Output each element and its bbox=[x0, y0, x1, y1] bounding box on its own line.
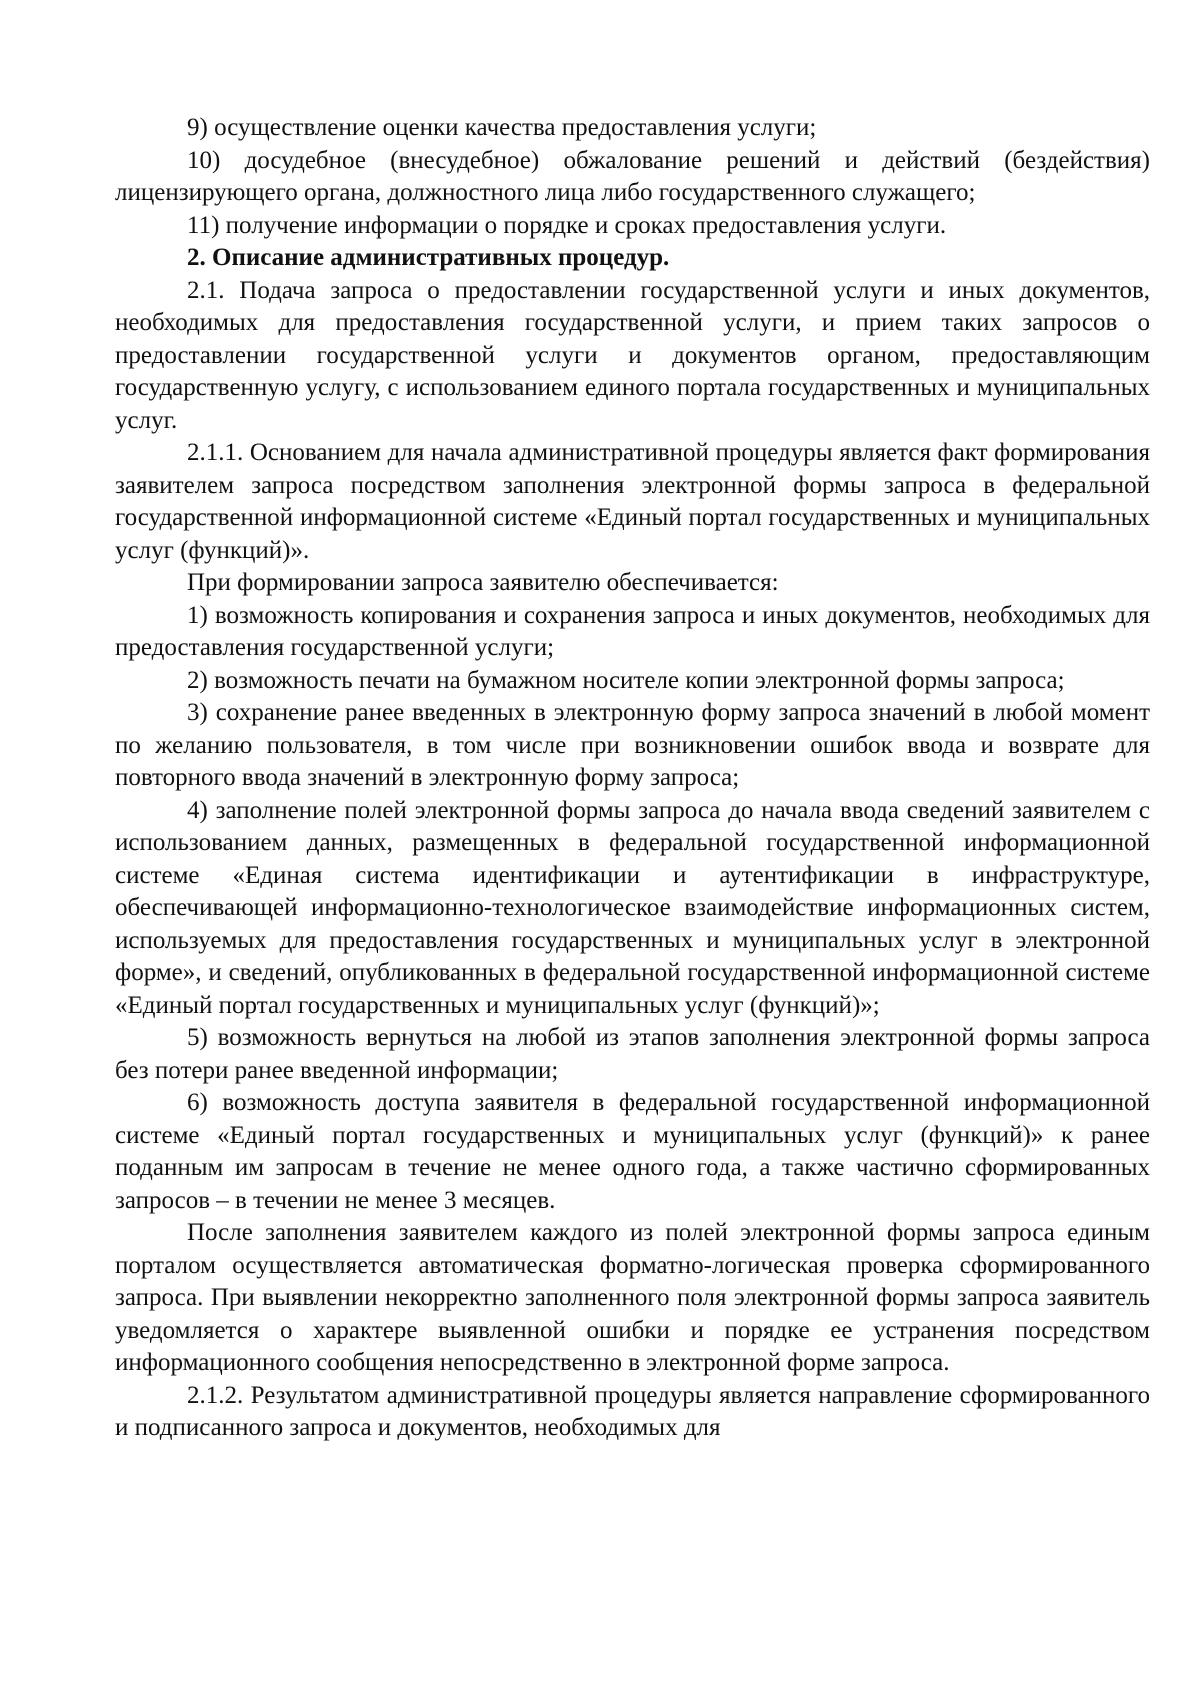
list-item-5: 5) возможность вернуться на любой из этапов заполнения электронной формы запроса без потери ранее введенной информации; bbox=[115, 1024, 1150, 1084]
list-item-11: 11) получение информации о порядке и сроках предоставления услуги. bbox=[187, 211, 947, 239]
list-item-2: 2) возможность печати на бумажном носителе копии электронной формы запроса; bbox=[187, 666, 1065, 694]
list-item-10: 10) досудебное (внесудебное) обжалование решений и действий (бездействия) лицензирующего органа, должностного лица либо государственного служащего; bbox=[115, 146, 1150, 206]
list-item-9: 9) осуществление оценки качества предоставления услуги; bbox=[187, 114, 817, 141]
list-item-3: 3) сохранение ранее введенных в электронную форму запроса значений в любой момент по желанию пользователя, в том числе при возникновении ошибок ввода и возврате для повторного ввода значений в электронную форму запроса; bbox=[115, 699, 1150, 791]
paragraph-validation: После заполнения заявителем каждого из полей электронной формы запроса единым порталом осуществляется автоматическая форматно-логическая проверка сформированного запроса. При выявлении некорректно заполненного поля электронной формы запроса заявитель уведомляется о характере выявленной ошибки и порядке ее устранения посредством информационного сообщения непосредственно в электронной форме запроса. bbox=[115, 1219, 1150, 1376]
list-item-1: 1) возможность копирования и сохранения запроса и иных документов, необходимых для предоставления государственной услуги; bbox=[115, 601, 1150, 661]
list-item-4: 4) заполнение полей электронной формы запроса до начала ввода сведений заявителем с использованием данных, размещенных в федеральной государственной информационной системе «Единая система идентификации и аутентификации в инфраструктуре, обеспечивающей информационно-технологическое взаимодействие информационных систем, используемых для предоставления государственных и муниципальных услуг в электронной форме», и сведений, опубликованных в федеральной государственной информационной системе «Единый портал государственных и муниципальных услуг (функций)»; bbox=[115, 796, 1150, 1019]
paragraph-2-1-2: 2.1.2. Результатом административной процедуры является направление сформированного и подписанного запроса и документов, необходимых для bbox=[115, 1381, 1150, 1441]
section-heading: 2. Описание административных процедур. bbox=[187, 244, 670, 271]
list-item-6: 6) возможность доступа заявителя в федеральной государственной информационной системе «Единый портал государственных и муниципальных услуг (функций)» к ранее поданным им запросам в течение не менее одного года, а также частично сформированных запросов – в течении не менее 3 месяцев. bbox=[115, 1089, 1150, 1214]
paragraph-2-1: 2.1. Подача запроса о предоставлении государственной услуги и иных документов, необходимых для предоставления государственной услуги, и прием таких запросов о предоставлении государственной услуги и документов органом, предоставляющим государственную услугу, с использованием единого портала государственных и муниципальных услуг. bbox=[115, 276, 1150, 434]
document-page bbox=[115, 112, 1150, 1445]
paragraph-intro: При формировании запроса заявителю обеспечивается: bbox=[187, 569, 779, 596]
paragraph-2-1-1: 2.1.1. Основанием для начала административной процедуры является факт формирования заявителем запроса посредством заполнения электронной формы запроса в федеральной государственной информационной системе «Единый портал государственных и муниципальных услуг (функций)». bbox=[115, 439, 1150, 564]
